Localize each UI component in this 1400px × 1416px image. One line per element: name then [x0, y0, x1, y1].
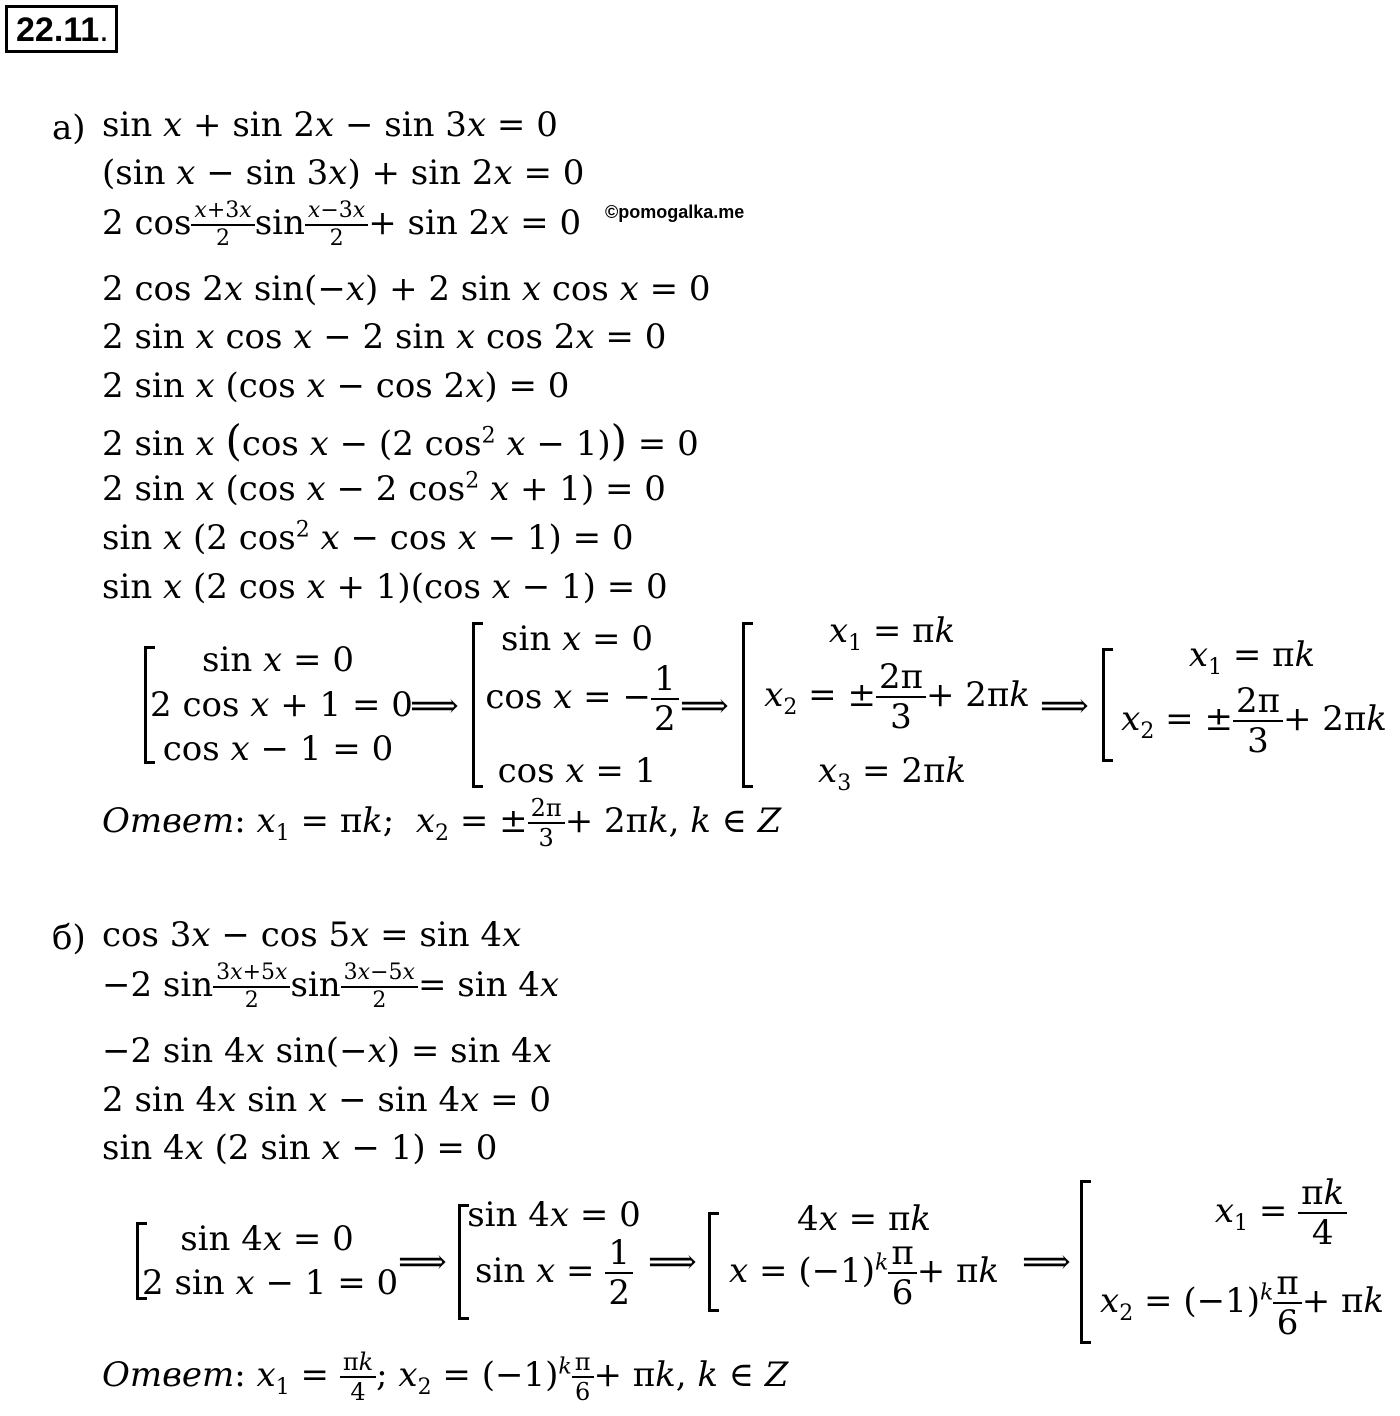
part-a-sys1-row1: sin x = 0: [202, 640, 354, 680]
implies-arrow: ⟹: [410, 686, 459, 726]
watermark: ©pomogalka.me: [605, 202, 745, 222]
part-a-sys4-row1: $x_1 = \pi k$: [1188, 635, 1316, 680]
implies-arrow: ⟹: [398, 1242, 447, 1282]
part-b-sys2-row1: sin 4x = 0: [467, 1195, 641, 1235]
problem-number-text: 22.11: [16, 11, 100, 49]
part-b-line-1: cos 3x − cos 5x = sin 4x: [102, 915, 522, 955]
part-a-answer: Ответ: $x_1 = \pi k$; $x_2$ = ± $\frac{2\pi}{3}$ + 2πk, k ∈ Z: [102, 794, 782, 852]
part-b-sys1-row2: 2 sin x − 1 = 0: [142, 1263, 399, 1303]
part-b-label: б): [52, 918, 86, 958]
part-a-sys3-row1: $x_1 = \pi k$: [828, 611, 956, 656]
part-b-sys3-row1: 4x = πk: [797, 1199, 931, 1239]
part-a-sys4-row2: $x_2$ = ± $\frac{2\pi}{3}$ + 2πk: [1121, 681, 1387, 761]
part-b-line-5: sin 4x (2 sin x − 1) = 0: [102, 1128, 498, 1168]
part-a-line-8: 2 sin x (cos x − 2 $\cos^2 x + 1) = 0$: [102, 468, 666, 509]
part-a-sys3-row2: $x_2$ = ± $\frac{2\pi}{3}$ + 2πk: [764, 657, 1030, 737]
answer-word: Ответ: [102, 1355, 235, 1395]
part-a-line-2: (sin x − sin 3x) + sin 2x = 0: [102, 153, 585, 193]
part-b-sys4-row1: $x_1$ = $\frac{\pi k}{4}$: [1086, 1176, 1396, 1250]
part-a-line-5: 2 sin x cos x − 2 sin x cos 2x = 0: [102, 317, 667, 357]
part-a-line-7: 2 sin x (cos x − (2 $\cos^2 x - 1)) = 0$: [102, 416, 699, 465]
part-b-line-3: −2 sin 4x sin(−x) = sin 4x: [102, 1031, 552, 1071]
part-b-answer: Ответ: $x_1$ = $\frac{\pi k}{4}$ ; $x_2 = (-1)^k$ $\frac{\pi}{6}$ + πk, k ∈ Z: [102, 1348, 789, 1406]
answer-word: Ответ: [102, 801, 235, 841]
part-a-sys3-row3: $x_3 = 2\pi k$: [818, 751, 966, 796]
part-a-line-6: 2 sin x (cos x − cos 2x) = 0: [102, 366, 570, 406]
part-b-sys4-row2: $x_2 = (-1)^k$ $\frac{\pi}{6}$ + πk: [1100, 1263, 1384, 1343]
implies-arrow: ⟹: [648, 1242, 697, 1282]
part-a-line-1: sin x + sin 2x − sin 3x = 0: [102, 105, 558, 145]
implies-arrow: ⟹: [1040, 686, 1089, 726]
part-a-line-9: sin x (2 $\cos^2 x - \cos x - 1) = 0$: [102, 517, 634, 558]
part-a-sys2-row3: cos x = 1: [497, 751, 657, 791]
implies-arrow: ⟹: [680, 686, 729, 726]
part-b-sys3-row2: $x = (-1)^k$ $\frac{\pi}{6}$ + πk: [729, 1233, 999, 1313]
part-a-line-4: 2 cos 2x sin(−x) + 2 sin x cos x = 0: [102, 269, 711, 309]
part-a-sys2-row1: sin x = 0: [501, 619, 653, 659]
part-a-line-10: sin x (2 cos x + 1)(cos x − 1) = 0: [102, 567, 668, 607]
part-a-line-3: 2 cos $\frac{x+3x}{2}$ sin $\frac{x-3x}{2}$ + sin 2x = 0: [102, 198, 582, 251]
implies-arrow: ⟹: [1022, 1242, 1071, 1282]
part-b-line-2: −2 sin $\frac{3x+5x}{2}$ sin $\frac{3x-5x}{2}$ = sin 4x: [102, 960, 560, 1013]
part-b-line-4: 2 sin 4x sin x − sin 4x = 0: [102, 1080, 552, 1120]
part-b-sys2-row2: sin x = $\frac{1}{2}$: [464, 1236, 644, 1310]
part-a-sys1-row3: cos x − 1 = 0: [162, 729, 394, 769]
part-a-sys1-row2: 2 cos x + 1 = 0: [150, 685, 413, 725]
problem-number-dot: .: [99, 11, 109, 49]
part-b-sys1-row1: sin 4x = 0: [180, 1219, 354, 1259]
part-a-sys2-row2: cos x = − $\frac{1}{2}$: [482, 662, 682, 736]
problem-number: [5, 5, 118, 53]
part-a-label: а): [52, 108, 86, 148]
